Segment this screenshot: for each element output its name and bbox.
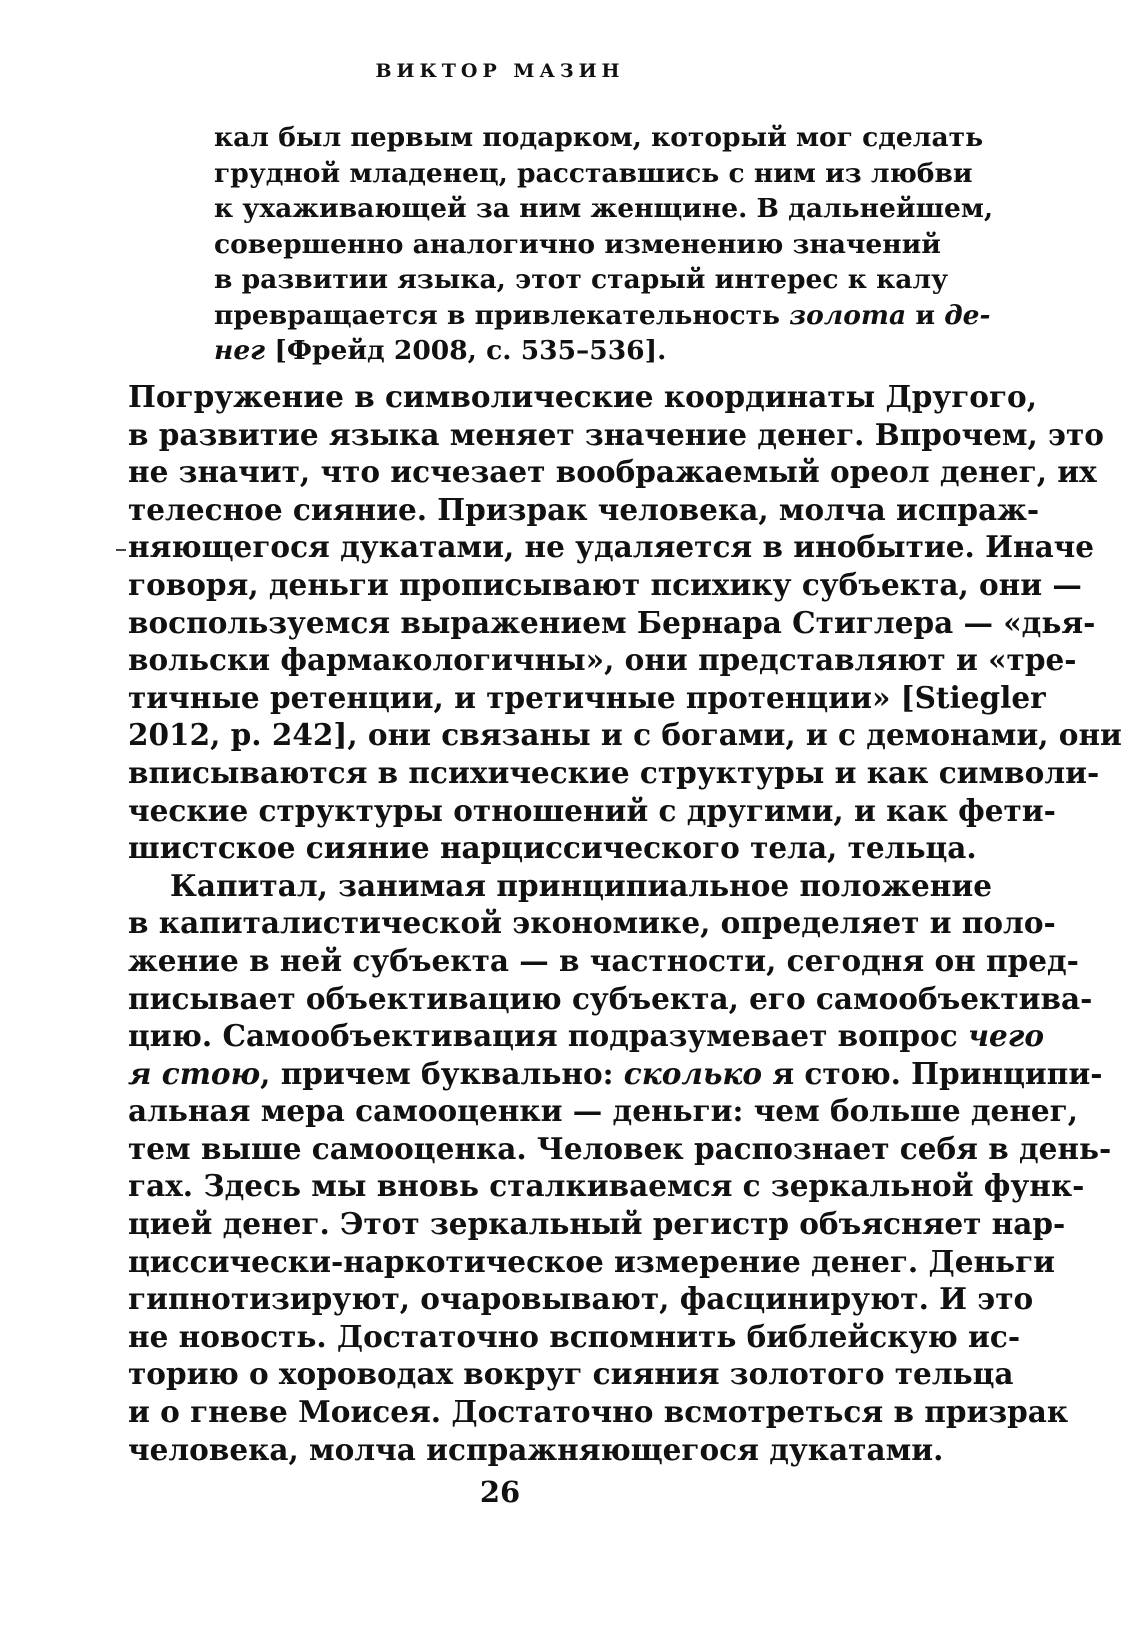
text-line: цией денег. Этот зеркальный регистр объясняет нар-	[128, 1206, 1066, 1242]
text-emphasis: чего	[967, 1018, 1045, 1054]
quote-line	[214, 333, 936, 369]
text-line: гипнотизируют, очаровывают, фасцинируют. И это	[128, 1281, 1034, 1317]
text-line: тичные ретенции, и третичные протенции» [Stiegler	[128, 679, 1046, 715]
text-run: цию. Самообъективация подразумевает вопрос	[128, 1018, 968, 1054]
text-line: Погружение в символические координаты Другого,	[128, 379, 1037, 414]
quote-line: совершенно аналогично изменению значений	[214, 228, 941, 260]
block-quote	[214, 120, 994, 369]
text-line: телесное сияние. Призрак человека, молча испраж-	[128, 491, 1040, 527]
text-emphasis: я стою	[128, 1055, 261, 1091]
text-line: няющегося дукатами, не удаляется в инобытие. Иначе	[128, 529, 1095, 565]
margin-mark	[116, 549, 126, 551]
quote-emphasis: де-	[944, 299, 991, 331]
quote-text: и	[906, 299, 945, 331]
text-line: говоря, деньги прописывают психику субъекта, они —	[128, 566, 1082, 602]
text-line: писывает объективацию субъекта, его самообъектива-	[128, 980, 1093, 1016]
text-line: в развитие языка меняет значение денег. Впрочем, это	[128, 416, 1104, 452]
quote-emphasis: золота	[789, 299, 907, 331]
text-line: человека, молча испражняющегося дукатами.	[128, 1431, 944, 1467]
text-line: вольски фармакологичны», они представляют и «тре-	[128, 642, 1077, 678]
text-line: воспользуемся выражением Бернара Стиглера — «дья-	[128, 604, 1096, 640]
quote-emphasis: нег	[214, 335, 266, 366]
running-head: ВИКТОР МАЗИН	[375, 60, 625, 82]
quote-line	[214, 298, 991, 334]
paragraph-2	[128, 867, 1112, 1469]
text-line: в капиталистической экономике, определяет и поло-	[128, 905, 1056, 941]
quote-line: кал был первым подарком, который мог сделать	[214, 122, 984, 153]
text-line: шистское сияние нарциссического тела, тельца.	[128, 830, 977, 866]
text-line: ческие структуры отношений с другими, и как фети-	[128, 792, 1056, 828]
text-line: тем выше самооценка. Человек распознает себя в день-	[128, 1130, 1112, 1166]
text-emphasis: сколько	[623, 1055, 763, 1091]
text-line: альная мера самооценки — деньги: чем больше денег,	[128, 1093, 1079, 1129]
quote-line: к ухаживающей за ним женщине. В дальнейшем,	[214, 193, 994, 224]
text-line: Капитал, занимая принципиальное положение	[170, 867, 992, 903]
text-line: торию о хороводах вокруг сияния золотого тельца	[128, 1356, 1014, 1392]
text-line: не значит, что исчезает воображаемый ореол денег, их	[128, 454, 1097, 490]
text-line: гах. Здесь мы вновь сталкиваемся с зеркальной функ-	[128, 1168, 1085, 1204]
text-line: вписываются в психические структуры и как символи-	[128, 754, 1100, 790]
text-line	[128, 1055, 1103, 1093]
text-line	[128, 1017, 1045, 1055]
text-line: жение в ней субъекта — в частности, сегодня он пред-	[128, 942, 1079, 978]
body-text	[128, 378, 1122, 1468]
text-line: и о гневе Моисея. Достаточно всмотреться в призрак	[128, 1394, 1069, 1430]
text-line: не новость. Достаточно вспомнить библейскую ис-	[128, 1318, 1021, 1354]
text-run: , причем буквально:	[260, 1055, 624, 1091]
text-line: 2012, p. 242], они связаны и с богами, и с демонами, они	[128, 717, 1122, 753]
quote-citation: [Фрейд 2008, с. 535–536].	[265, 335, 667, 366]
text-line: циссически-наркотическое измерение денег. Деньги	[128, 1243, 1056, 1279]
quote-line: в развитии языка, этот старый интерес к калу	[214, 264, 949, 295]
paragraph-1	[128, 378, 1122, 867]
page-number: 26	[479, 1475, 521, 1509]
quote-text: превращается в привлекательность	[214, 299, 790, 331]
text-run: я стою. Принципи-	[762, 1055, 1103, 1091]
quote-line: грудной младенец, расставшись с ним из любви	[214, 157, 973, 189]
